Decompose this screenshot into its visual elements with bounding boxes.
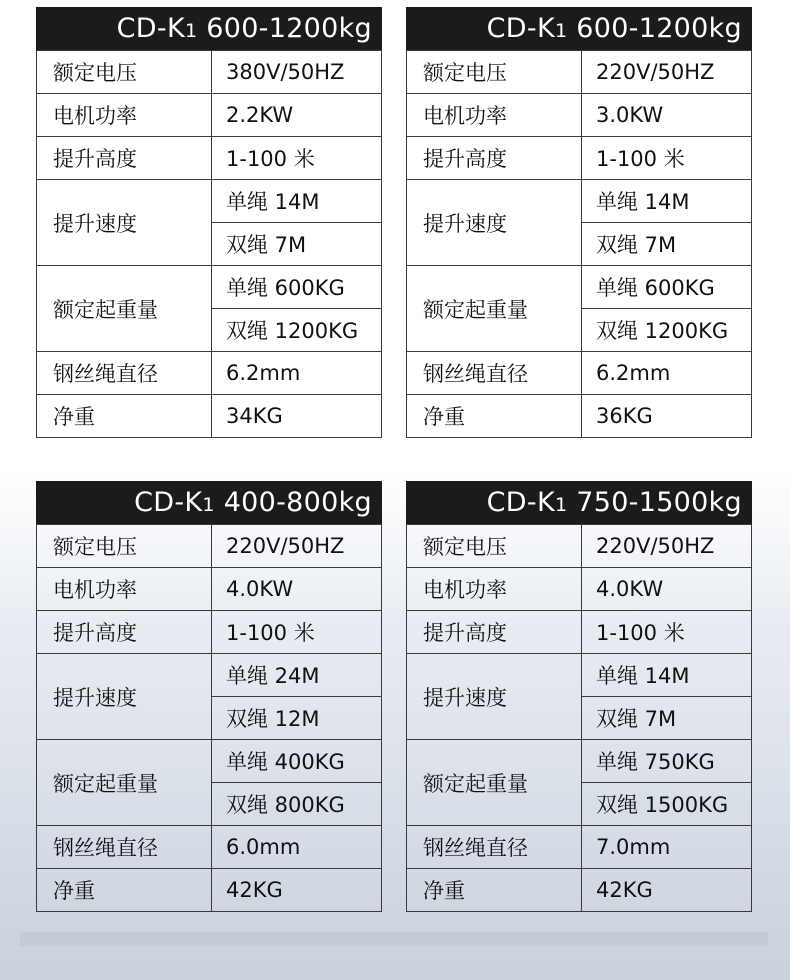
- load-label: 额定起重量: [37, 266, 212, 352]
- table-row: [407, 654, 752, 697]
- rope-value: 6.0mm: [212, 826, 382, 869]
- table-row: [407, 568, 752, 611]
- spec-panel: [406, 481, 752, 912]
- spec-panel: [36, 7, 382, 438]
- spec-table: [406, 50, 752, 438]
- voltage-value: 220V/50HZ: [582, 525, 752, 568]
- rope-value: 6.2mm: [582, 352, 752, 395]
- voltage-value: 220V/50HZ: [582, 51, 752, 94]
- table-row: [37, 611, 382, 654]
- table-row: [407, 740, 752, 783]
- load-double-value: 双绳 1500KG: [582, 783, 752, 826]
- speed-label: 提升速度: [37, 654, 212, 740]
- load-single-value: 单绳 400KG: [212, 740, 382, 783]
- capacity-range: 600-1200kg: [206, 13, 372, 44]
- spec-table: [406, 524, 752, 912]
- spec-table: [36, 524, 382, 912]
- spec-panel: [406, 7, 752, 438]
- rope-label: 钢丝绳直径: [407, 826, 582, 869]
- power-label: 电机功率: [37, 94, 212, 137]
- power-value: 4.0KW: [212, 568, 382, 611]
- voltage-value: 220V/50HZ: [212, 525, 382, 568]
- power-value: 2.2KW: [212, 94, 382, 137]
- rope-value: 7.0mm: [582, 826, 752, 869]
- height-label: 提升高度: [407, 611, 582, 654]
- table-row: [37, 826, 382, 869]
- table-row: [37, 654, 382, 697]
- rope-label: 钢丝绳直径: [407, 352, 582, 395]
- speed-double-value: 双绳 7M: [582, 697, 752, 740]
- table-row: [37, 94, 382, 137]
- power-value: 4.0KW: [582, 568, 752, 611]
- weight-label: 净重: [37, 869, 212, 912]
- power-label: 电机功率: [407, 94, 582, 137]
- power-label: 电机功率: [37, 568, 212, 611]
- speed-label: 提升速度: [407, 180, 582, 266]
- table-row: [407, 266, 752, 309]
- table-row: [407, 94, 752, 137]
- height-label: 提升高度: [407, 137, 582, 180]
- weight-value: 36KG: [582, 395, 752, 438]
- capacity-range: 400-800kg: [223, 487, 372, 518]
- speed-label: 提升速度: [37, 180, 212, 266]
- height-value: 1-100 米: [212, 137, 382, 180]
- speed-single-value: 单绳 14M: [582, 654, 752, 697]
- load-label: 额定起重量: [37, 740, 212, 826]
- voltage-value: 380V/50HZ: [212, 51, 382, 94]
- model-subscript: 1: [554, 20, 568, 42]
- table-row: [407, 352, 752, 395]
- load-label: 额定起重量: [407, 266, 582, 352]
- spec-table: [36, 50, 382, 438]
- height-value: 1-100 米: [582, 137, 752, 180]
- weight-label: 净重: [37, 395, 212, 438]
- table-row: [407, 395, 752, 438]
- height-value: 1-100 米: [212, 611, 382, 654]
- voltage-label: 额定电压: [407, 51, 582, 94]
- table-row: [37, 525, 382, 568]
- load-label: 额定起重量: [407, 740, 582, 826]
- model-name: CD-K: [116, 13, 185, 44]
- model-name: CD-K: [486, 13, 555, 44]
- speed-double-value: 双绳 7M: [582, 223, 752, 266]
- model-name: CD-K: [486, 487, 555, 518]
- rope-value: 6.2mm: [212, 352, 382, 395]
- speed-single-value: 单绳 14M: [212, 180, 382, 223]
- weight-label: 净重: [407, 869, 582, 912]
- table-row: [407, 51, 752, 94]
- capacity-range: 750-1500kg: [576, 487, 742, 518]
- table-row: [37, 180, 382, 223]
- table-row: [37, 266, 382, 309]
- spec-panel: [36, 481, 382, 912]
- speed-single-value: 单绳 24M: [212, 654, 382, 697]
- height-value: 1-100 米: [582, 611, 752, 654]
- load-single-value: 单绳 600KG: [582, 266, 752, 309]
- table-row: [37, 395, 382, 438]
- model-subscript: 1: [554, 494, 568, 516]
- height-label: 提升高度: [37, 611, 212, 654]
- panel-title: [406, 7, 752, 50]
- power-label: 电机功率: [407, 568, 582, 611]
- model-subscript: 1: [184, 20, 198, 42]
- panel-title: [36, 7, 382, 50]
- table-row: [37, 51, 382, 94]
- weight-label: 净重: [407, 395, 582, 438]
- speed-single-value: 单绳 14M: [582, 180, 752, 223]
- power-value: 3.0KW: [582, 94, 752, 137]
- table-row: [37, 740, 382, 783]
- weight-value: 42KG: [212, 869, 382, 912]
- table-row: [407, 826, 752, 869]
- panel-title: [36, 481, 382, 524]
- table-row: [37, 352, 382, 395]
- table-row: [407, 611, 752, 654]
- table-row: [37, 869, 382, 912]
- rope-label: 钢丝绳直径: [37, 826, 212, 869]
- table-row: [407, 525, 752, 568]
- model-subscript: 1: [202, 494, 215, 516]
- weight-value: 42KG: [582, 869, 752, 912]
- load-single-value: 单绳 750KG: [582, 740, 752, 783]
- speed-double-value: 双绳 12M: [212, 697, 382, 740]
- table-row: [407, 180, 752, 223]
- table-row: [407, 869, 752, 912]
- table-row: [37, 137, 382, 180]
- load-double-value: 双绳 1200KG: [582, 309, 752, 352]
- voltage-label: 额定电压: [407, 525, 582, 568]
- weight-value: 34KG: [212, 395, 382, 438]
- decorative-bottom-bar: [20, 932, 768, 946]
- load-double-value: 双绳 1200KG: [212, 309, 382, 352]
- table-row: [407, 137, 752, 180]
- voltage-label: 额定电压: [37, 525, 212, 568]
- load-double-value: 双绳 800KG: [212, 783, 382, 826]
- load-single-value: 单绳 600KG: [212, 266, 382, 309]
- voltage-label: 额定电压: [37, 51, 212, 94]
- height-label: 提升高度: [37, 137, 212, 180]
- capacity-range: 600-1200kg: [576, 13, 742, 44]
- speed-double-value: 双绳 7M: [212, 223, 382, 266]
- rope-label: 钢丝绳直径: [37, 352, 212, 395]
- panel-title: [406, 481, 752, 524]
- model-name: CD-K: [134, 487, 203, 518]
- table-row: [37, 568, 382, 611]
- speed-label: 提升速度: [407, 654, 582, 740]
